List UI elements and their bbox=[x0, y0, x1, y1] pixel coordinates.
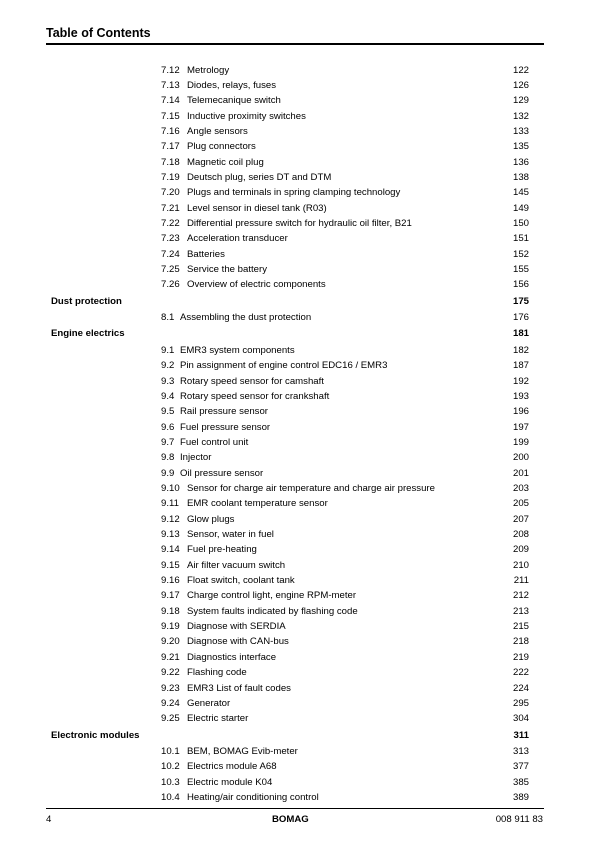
toc-entry[interactable] bbox=[46, 232, 544, 245]
toc-page-number: 152 bbox=[512, 248, 529, 260]
toc-entry-number: 7.17 bbox=[161, 141, 180, 153]
toc-page-number: 138 bbox=[512, 171, 529, 183]
toc-entry-title: Injector bbox=[180, 452, 212, 464]
toc-page-number: 187 bbox=[512, 360, 529, 372]
toc-page-number: 212 bbox=[512, 590, 529, 602]
toc-entry-number: 9.1 bbox=[161, 344, 175, 356]
toc-entry-title: Fuel pre-heating bbox=[187, 544, 257, 556]
toc-entry-number: 9.13 bbox=[161, 529, 180, 540]
toc-entry-title: Rail pressure sensor bbox=[180, 406, 268, 418]
toc-page-number: 219 bbox=[512, 651, 529, 663]
toc-entry[interactable] bbox=[46, 344, 544, 357]
toc-entry-title: Inductive proximity switches bbox=[187, 110, 306, 122]
toc-page-number: 122 bbox=[512, 64, 529, 76]
toc-entry-number: 7.19 bbox=[161, 171, 180, 183]
toc-entry[interactable] bbox=[46, 635, 544, 648]
toc-entry-number: 7.12 bbox=[161, 64, 180, 76]
toc-page-number: 156 bbox=[512, 279, 529, 291]
toc-entry-number: 7.25 bbox=[161, 264, 180, 276]
toc-page-number: 207 bbox=[512, 513, 529, 525]
toc-page-number: 145 bbox=[512, 187, 529, 199]
toc-entry[interactable] bbox=[46, 217, 544, 230]
toc-entry[interactable] bbox=[46, 156, 544, 169]
toc-entry-number: 7.13 bbox=[161, 79, 180, 91]
toc-page-number: 199 bbox=[512, 436, 529, 448]
toc-entry-number: 9.24 bbox=[161, 697, 180, 709]
toc-section-title: Dust protection bbox=[51, 295, 122, 307]
toc-entry-number: 9.19 bbox=[161, 621, 180, 633]
toc-entry-title: BEM, BOMAG Evib-meter bbox=[187, 745, 298, 757]
toc-page-number: 205 bbox=[512, 498, 529, 510]
toc-entry-number: 9.11 bbox=[161, 498, 179, 510]
toc-section-entry[interactable] bbox=[46, 327, 544, 340]
toc-entry[interactable] bbox=[46, 125, 544, 138]
toc-entry[interactable] bbox=[46, 543, 544, 556]
toc-section-title: Electronic modules bbox=[51, 729, 140, 741]
toc-entry[interactable] bbox=[46, 451, 544, 464]
toc-entry-title: Acceleration transducer bbox=[187, 233, 288, 245]
toc-section-entry[interactable] bbox=[46, 729, 544, 742]
toc-entry[interactable] bbox=[46, 651, 544, 664]
toc-entry-title: Flashing code bbox=[187, 667, 247, 679]
toc-entry-number: 7.24 bbox=[161, 248, 180, 260]
footer-brand: BOMAG bbox=[272, 814, 309, 825]
toc-entry-number: 9.9 bbox=[161, 467, 175, 479]
toc-entry-number: 9.5 bbox=[161, 406, 175, 418]
toc-entry[interactable] bbox=[46, 666, 544, 679]
toc-entry-title: Diagnose with CAN-bus bbox=[187, 636, 289, 648]
toc-entry-title: Sensor for charge air temperature and charge air pressure bbox=[187, 482, 435, 494]
toc-page-number: 132 bbox=[512, 110, 529, 122]
toc-entry[interactable] bbox=[46, 79, 544, 92]
toc-entry[interactable] bbox=[46, 311, 544, 324]
toc-entry[interactable] bbox=[46, 467, 544, 480]
toc-entry-title: Generator bbox=[187, 697, 231, 709]
toc-entry[interactable] bbox=[46, 791, 544, 804]
toc-entry[interactable] bbox=[46, 140, 544, 153]
toc-entry[interactable] bbox=[46, 497, 544, 510]
toc-entry-title: Pin assignment of engine control EDC16 / EMR3 bbox=[180, 360, 388, 372]
toc-entry-title: Magnetic coil plug bbox=[187, 156, 264, 168]
toc-section-title: Engine electrics bbox=[51, 328, 125, 340]
toc-entry-title: Diagnostics interface bbox=[187, 651, 277, 663]
toc-entry[interactable] bbox=[46, 559, 544, 572]
toc-page-number: 201 bbox=[512, 467, 529, 479]
toc-entry[interactable] bbox=[46, 697, 544, 710]
toc-entry-number: 10.4 bbox=[161, 791, 180, 803]
toc-entry-number: 9.17 bbox=[161, 590, 180, 602]
toc-entry[interactable] bbox=[46, 421, 544, 434]
toc-entry-number: 9.7 bbox=[161, 436, 175, 448]
toc-entry-number: 7.23 bbox=[161, 233, 180, 245]
toc-entry-title: Rotary speed sensor for crankshaft bbox=[180, 390, 330, 402]
toc-page-number: 385 bbox=[512, 776, 529, 788]
toc-page-number: 203 bbox=[512, 482, 529, 494]
toc-entry-number: 10.1 bbox=[161, 745, 180, 757]
toc-entry-number: 9.21 bbox=[161, 651, 180, 663]
toc-entry-title: EMR3 List of fault codes bbox=[187, 682, 291, 694]
toc-entry-title: Level sensor in diesel tank (R03) bbox=[187, 202, 327, 214]
toc-page-number: 181 bbox=[512, 328, 529, 340]
toc-entry-number: 9.2 bbox=[161, 360, 175, 372]
toc-entry[interactable] bbox=[46, 110, 544, 123]
toc-entry-number: 9.6 bbox=[161, 421, 175, 433]
toc-page-number: 175 bbox=[512, 295, 529, 307]
footer-doc-number: 008 911 83 bbox=[495, 814, 543, 825]
toc-entry[interactable] bbox=[46, 405, 544, 418]
toc-page-number: 150 bbox=[512, 218, 529, 229]
toc-entry-title: Oil pressure sensor bbox=[180, 467, 264, 479]
toc-entry-number: 9.25 bbox=[161, 713, 180, 725]
toc-page-number: 136 bbox=[512, 156, 529, 168]
toc-page-number: 210 bbox=[512, 559, 529, 571]
toc-page-number: 313 bbox=[512, 745, 529, 757]
toc-entry-number: 9.10 bbox=[161, 482, 180, 494]
toc-page-number: 192 bbox=[512, 375, 529, 387]
toc-page-number: 222 bbox=[512, 667, 529, 679]
toc-entry-title: Fuel control unit bbox=[180, 436, 249, 448]
toc-entry-number: 7.26 bbox=[161, 279, 180, 291]
toc-entry-title: Float switch, coolant tank bbox=[187, 575, 295, 587]
toc-entry[interactable] bbox=[46, 202, 544, 215]
toc-entry[interactable] bbox=[46, 620, 544, 633]
toc-page-number: 218 bbox=[512, 636, 529, 648]
toc-entry[interactable] bbox=[46, 64, 544, 77]
toc-entry[interactable] bbox=[46, 436, 544, 449]
toc-page-number: 126 bbox=[512, 79, 529, 91]
toc-entry-title: Sensor, water in fuel bbox=[187, 529, 274, 540]
toc-entry-number: 10.2 bbox=[161, 761, 180, 773]
toc-section-entry[interactable] bbox=[46, 295, 544, 308]
toc-entry-title: Electrics module A68 bbox=[187, 761, 277, 773]
toc-entry-number: 8.1 bbox=[161, 312, 175, 324]
toc-entry-number: 9.22 bbox=[161, 667, 180, 679]
toc-entry[interactable] bbox=[46, 513, 544, 526]
toc-entry-title: Telemecanique switch bbox=[187, 95, 281, 107]
page-title: Table of Contents bbox=[46, 26, 151, 40]
toc-entry-title: System faults indicated by flashing code bbox=[187, 605, 358, 617]
toc-entry-title: Fuel pressure sensor bbox=[180, 421, 271, 433]
toc-entry-number: 9.3 bbox=[161, 375, 175, 387]
toc-entry-title: Air filter vacuum switch bbox=[187, 559, 286, 571]
toc-page-number: 129 bbox=[512, 95, 529, 107]
toc-page-number: 197 bbox=[512, 421, 529, 433]
toc-entry-number: 9.4 bbox=[161, 390, 175, 402]
toc-entry[interactable] bbox=[46, 605, 544, 618]
toc-page-number: 176 bbox=[512, 312, 529, 324]
toc-entry[interactable] bbox=[46, 574, 544, 587]
toc-entry[interactable] bbox=[46, 589, 544, 602]
toc-entry-number: 9.14 bbox=[161, 544, 180, 556]
toc-entry-title: Heating/air conditioning control bbox=[187, 791, 319, 803]
footer-page-number: 4 bbox=[46, 814, 52, 825]
toc-page-number: 295 bbox=[512, 697, 529, 709]
toc-page-number: 200 bbox=[512, 452, 529, 464]
toc-entry[interactable] bbox=[46, 528, 544, 541]
toc-page-number: 208 bbox=[512, 529, 529, 540]
toc-page-number: 209 bbox=[512, 544, 529, 556]
toc-entry-title: Assembling the dust protection bbox=[180, 312, 312, 324]
toc-entry-title: EMR coolant temperature sensor bbox=[187, 498, 328, 510]
toc-page-number: 149 bbox=[512, 202, 529, 214]
toc-entry-title: Diagnose with SERDIA bbox=[187, 621, 286, 633]
toc-entry[interactable] bbox=[46, 171, 544, 184]
toc-entry-title: Plug connectors bbox=[187, 141, 256, 153]
footer-rule bbox=[46, 808, 544, 809]
toc-entry[interactable] bbox=[46, 359, 544, 372]
toc-page-number: 155 bbox=[512, 264, 529, 276]
toc-entry[interactable] bbox=[46, 712, 544, 725]
toc-entry-number: 10.3 bbox=[161, 776, 180, 788]
toc-entry-title: Metrology bbox=[187, 64, 230, 76]
toc-entry-number: 7.14 bbox=[161, 95, 180, 107]
toc-page-number: 133 bbox=[512, 125, 529, 137]
toc-entry-number: 7.21 bbox=[161, 202, 180, 214]
toc-entry-number: 9.23 bbox=[161, 682, 180, 694]
toc-entry[interactable] bbox=[46, 278, 544, 291]
toc-entry[interactable] bbox=[46, 760, 544, 773]
toc-entry-title: Electric starter bbox=[187, 713, 249, 725]
toc-entry-title: EMR3 system components bbox=[180, 344, 295, 356]
toc-entry[interactable] bbox=[46, 186, 544, 199]
toc-page-number: 213 bbox=[512, 605, 529, 617]
toc-entry[interactable] bbox=[46, 776, 544, 789]
toc-entry[interactable] bbox=[46, 375, 544, 388]
toc-entry-title: Overview of electric components bbox=[187, 279, 326, 291]
toc-entry-title: Charge control light, engine RPM-meter bbox=[187, 590, 357, 602]
toc-entry-title: Differential pressure switch for hydraulic oil filter, B21 bbox=[187, 218, 412, 229]
toc-entry-number: 7.15 bbox=[161, 110, 180, 122]
toc-entry-title: Electric module K04 bbox=[187, 776, 273, 788]
toc-entry-number: 9.8 bbox=[161, 452, 175, 464]
toc-page-number: 224 bbox=[512, 682, 529, 694]
toc-entry-title: Batteries bbox=[187, 248, 225, 260]
toc-entry-number: 7.16 bbox=[161, 125, 180, 137]
toc-entry-number: 9.15 bbox=[161, 559, 180, 571]
toc-entry-number: 9.12 bbox=[161, 513, 180, 525]
toc-page-number: 377 bbox=[512, 761, 529, 773]
toc-entry-number: 7.20 bbox=[161, 187, 180, 199]
toc-page-number: 182 bbox=[512, 344, 529, 356]
toc-entry-number: 9.18 bbox=[161, 605, 180, 617]
toc-page-number: 211 bbox=[513, 575, 529, 587]
toc-page-number: 311 bbox=[513, 729, 529, 741]
toc-entry-title: Glow plugs bbox=[187, 513, 235, 525]
toc-entry-title: Diodes, relays, fuses bbox=[187, 79, 277, 91]
toc-page-number: 389 bbox=[512, 791, 529, 803]
toc-page-number: 196 bbox=[512, 406, 529, 418]
toc-entry-title: Angle sensors bbox=[187, 125, 248, 137]
toc-entry-number: 9.20 bbox=[161, 636, 180, 648]
header-rule bbox=[46, 43, 544, 45]
toc-entry-number: 9.16 bbox=[161, 575, 180, 587]
toc-entry[interactable] bbox=[46, 745, 544, 758]
toc-entry-number: 7.22 bbox=[161, 218, 180, 229]
toc-page-number: 215 bbox=[512, 621, 529, 633]
toc-entry[interactable] bbox=[46, 482, 544, 495]
toc-page-number: 151 bbox=[512, 233, 529, 245]
toc-page-number: 135 bbox=[512, 141, 529, 153]
toc-entry-title: Service the battery bbox=[187, 264, 267, 276]
toc-entry[interactable] bbox=[46, 263, 544, 276]
toc-entry[interactable] bbox=[46, 390, 544, 403]
toc-entry[interactable] bbox=[46, 94, 544, 107]
toc-page-number: 193 bbox=[512, 390, 529, 402]
toc-entry-number: 7.18 bbox=[161, 156, 180, 168]
toc-entry-title: Rotary speed sensor for camshaft bbox=[180, 375, 324, 387]
toc-entry[interactable] bbox=[46, 248, 544, 261]
toc-entry[interactable] bbox=[46, 682, 544, 695]
toc-entry-title: Deutsch plug, series DT and DTM bbox=[187, 171, 332, 183]
toc-page-number: 304 bbox=[512, 713, 529, 725]
toc-entry-title: Plugs and terminals in spring clamping technology bbox=[187, 187, 401, 199]
